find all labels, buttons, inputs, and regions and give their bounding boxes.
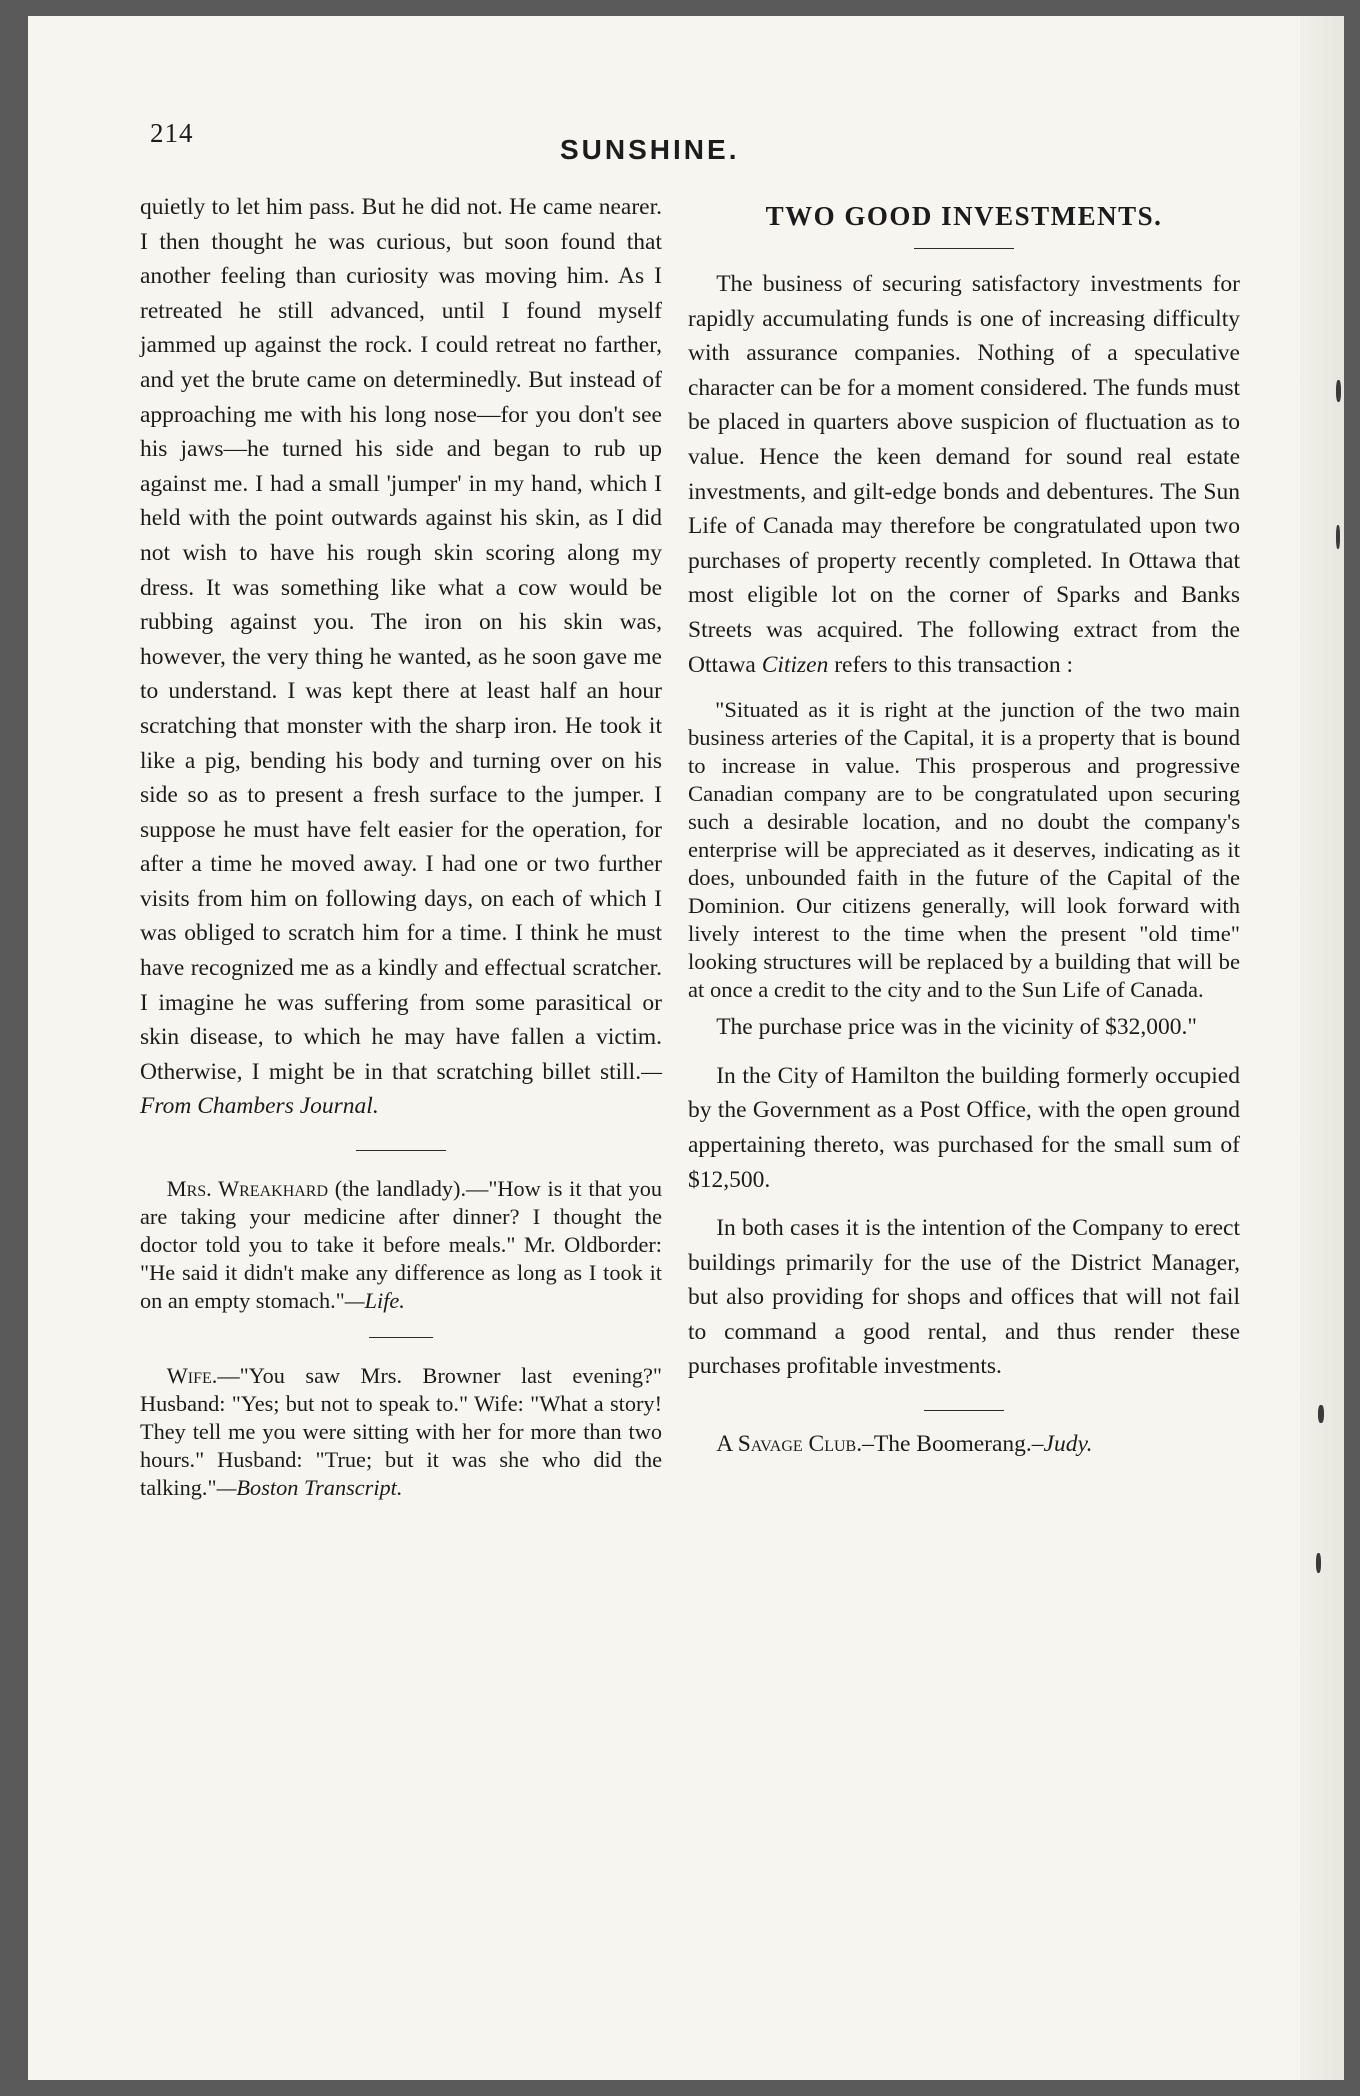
newspaper-name: Citizen bbox=[761, 651, 829, 678]
anecdote-text: —"You saw Mrs. Browner last evening?" Husband: "Yes; but not to speak to." Wife: "What a story! They tell me you were sitting with her for more than two hours." Husband: "True; but it was she who did the talking." bbox=[140, 1363, 662, 1501]
quoted-extract-end: The purchase price was in the vicinity of $32,000." bbox=[716, 1014, 1197, 1041]
joke-text: –The Boomerang. bbox=[862, 1431, 1032, 1458]
continuation-text: quietly to let him pass. But he did not. He came nearer. I then thought he was curious, but soon found that another feeling than curiosity was moving him. As I retreated he still advanced, until I found myself jammed up against the rock. I could retreat no farther, and yet the brute came on determinedly. But instead of approaching me with his long nose—for you don't see his jaws—he turned his side and began to rub up against me. I had a small 'jumper' in my hand, which I held with the point outwards against his skin, as I did not wish to have his rough skin scoring along my dress. It was something like what a cow would be rubbing against you. The iron on his skin was, however, the very thing he wanted, as he soon gave me to understand. I was kept there at least half an hour scratching that monster with the sharp iron. He took it like a pig, bending his body and turning over on his side so as to present a fresh surface to the jumper. I suppose he must have felt easier for the operation, for after a time he moved away. I had one or two further visits from him on following days, on each of which I was obliged to scratch him for a time. I think he must have recognized me as a kindly and effectual scratcher. I imagine he was suffering from some parasitical or skin disease, to which he may have fallen a victim. Otherwise, I might be in that scratching billet still. bbox=[140, 194, 662, 1085]
anecdote-wife bbox=[140, 1362, 662, 1502]
article-paragraph: In both cases it is the intention of the Company to erect buildings primarily for the use of the District Manager, but also providing for shops and offices that will not fail to command a good rental, and thus render these purchases profitable investments. bbox=[688, 1215, 1240, 1380]
joke-source: –Judy. bbox=[1031, 1431, 1093, 1458]
article-paragraph bbox=[688, 267, 1240, 682]
closing-joke bbox=[688, 1427, 1240, 1462]
paragraph-text: refers to this transaction : bbox=[828, 651, 1074, 678]
margin-mark bbox=[1336, 525, 1340, 549]
article-continuation bbox=[140, 190, 662, 1124]
margin-mark bbox=[1318, 1405, 1324, 1423]
margin-mark bbox=[1336, 380, 1341, 402]
section-rule bbox=[356, 1150, 446, 1151]
continuation-source: —From Chambers Journal. bbox=[140, 1058, 662, 1120]
margin-mark bbox=[1316, 1553, 1321, 1573]
running-head: SUNSHINE. bbox=[560, 134, 740, 165]
anecdote-speaker: Mrs. Wreakhard bbox=[166, 1176, 329, 1202]
paragraph-text: The business of securing satisfactory investments for rapidly accumulating funds is one of increasing difficulty with assurance companies. Nothing of a speculative character can be for a moment considered. The funds must be placed in quarters above suspicion of fluctuation as to value. Hence the keen demand for sound real estate investments, and gilt-edge bonds and debentures. The Sun Life of Canada may therefore be congratulated upon two purchases of property recently completed. In Ottawa that most eligible lot on the corner of Sparks and Banks Streets was acquired. The following extract from the Ottawa bbox=[688, 271, 1240, 678]
joke-lead: A Savage Club. bbox=[716, 1431, 863, 1458]
article-title: TWO GOOD INVESTMENTS. bbox=[765, 201, 1163, 231]
left-column bbox=[140, 190, 662, 1502]
anecdote-text: (the landlady).—"How is it that you are taking your medicine after dinner? I thought the doctor told you to take it before meals." Mr. Oldborder: "He said it didn't make any difference as long as I took it on an empty stomach." bbox=[140, 1176, 663, 1314]
section-rule bbox=[369, 1337, 433, 1338]
section-rule bbox=[924, 1410, 1004, 1411]
anecdote-speaker: Wife. bbox=[166, 1363, 218, 1389]
article-paragraph: In the City of Hamilton the building formerly occupied by the Government as a Post Office, with the open ground appertaining thereto, was purchased for the small sum of $12,500. bbox=[688, 1062, 1240, 1193]
page-edge bbox=[1300, 16, 1344, 2080]
right-column bbox=[688, 190, 1240, 1462]
quoted-extract: "Situated as it is right at the junction of the two main business arteries of the Capital, it is a property that is bound to increase in value. This prosperous and progressive Canadian company are to be congratulated upon securing such a desirable location, and no doubt the company's enterprise will be appreciated as it deserves, indicating as it does, unbounded faith in the future of the Capital of the Dominion. Our citizens generally, will look forward with lively interest to the time when the present "old time" looking structures will be replaced by a building that will be at once a credit to the city and to the Sun Life of Canada. bbox=[688, 697, 1240, 1003]
page-number: 214 bbox=[150, 118, 194, 148]
anecdote-source: —Life. bbox=[344, 1288, 405, 1314]
anecdote-source: —Boston Transcript. bbox=[216, 1475, 403, 1501]
title-rule bbox=[914, 248, 1014, 249]
anecdote-landlady bbox=[140, 1175, 662, 1315]
